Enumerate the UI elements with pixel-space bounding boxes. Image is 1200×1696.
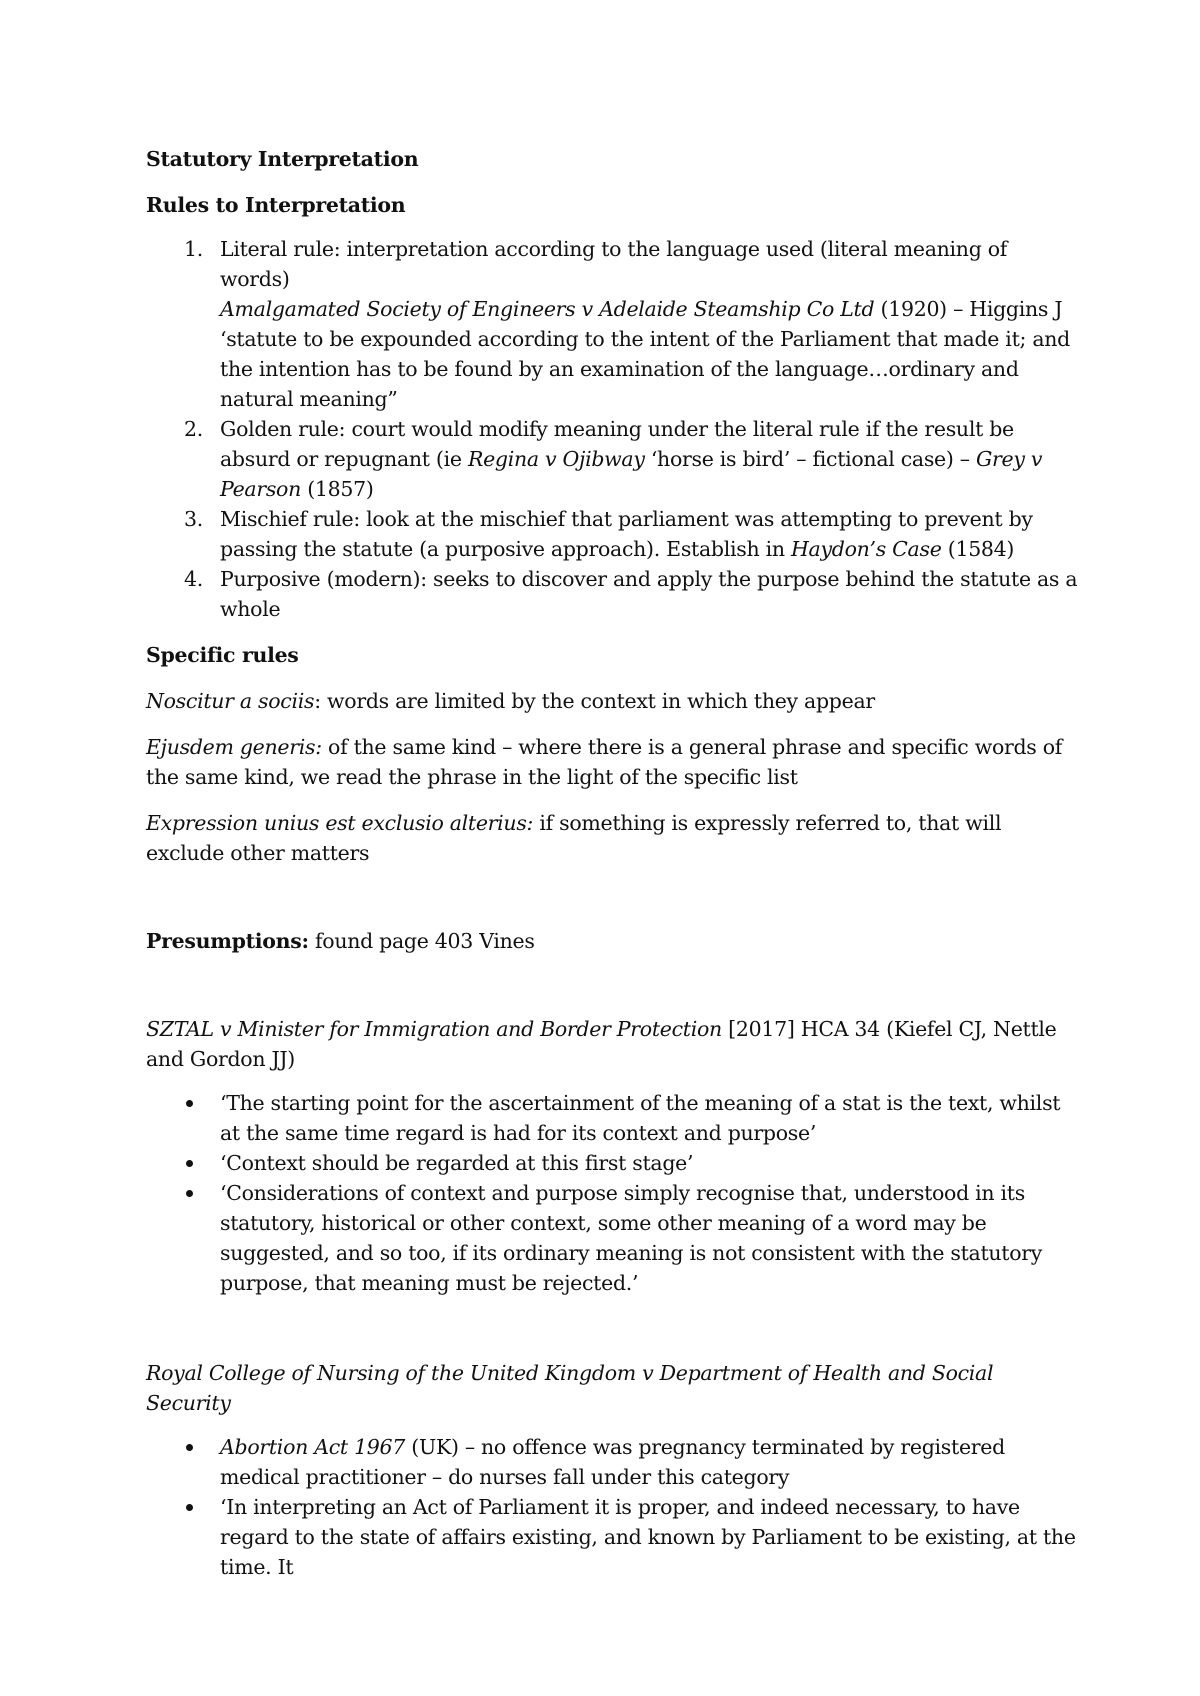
specific-rule	[146, 732, 1080, 792]
case-name: Haydon’s Case	[790, 537, 942, 561]
list-number: 3.	[184, 507, 203, 531]
list-item	[146, 234, 1080, 414]
rule-term: Expression unius est exclusio alterius:	[146, 811, 534, 835]
case-name: Grey v Pearson	[220, 447, 1043, 501]
rule-text: (1857)	[301, 477, 374, 501]
list-item	[146, 1432, 1080, 1492]
list-number: 1.	[184, 237, 203, 261]
rule-text: Golden rule: court would modify meaning under the literal rule if the result be absurd or repugnant (ie	[220, 417, 1014, 471]
specific-rule	[146, 808, 1080, 868]
case-heading	[146, 1358, 1080, 1418]
specific-rule	[146, 686, 1080, 716]
case-name: SZTAL v Minister for Immigration and Border Protection	[146, 1017, 722, 1041]
list-item	[146, 1088, 1080, 1148]
case-heading	[146, 1014, 1080, 1074]
case-name: Royal College of Nursing of the United Kingdom v Department of Health and Social Security	[146, 1361, 994, 1415]
rule-text: Purposive (modern): seeks to discover and apply the purpose behind the statute as a whole	[220, 567, 1078, 621]
rule-term-sep: :	[314, 689, 321, 713]
list-item	[146, 504, 1080, 564]
bullet-text: ‘Context should be regarded at this first stage’	[220, 1151, 694, 1175]
presumptions-text: found page 403 Vines	[308, 929, 535, 953]
case-name: Regina v Ojibway	[467, 447, 645, 471]
bullet-icon	[186, 1190, 193, 1197]
case-citation: [2017] HCA 34 (Kiefel CJ, Nettle and Gordon JJ)	[146, 1017, 1057, 1071]
presumptions-label: Presumptions:	[146, 929, 309, 953]
bullet-icon	[186, 1160, 193, 1167]
rule-text: (1584)	[941, 537, 1015, 561]
case-bullets	[146, 1432, 1080, 1582]
rule-term: Ejusdem generis:	[146, 735, 322, 759]
bullet-text: ‘In interpreting an Act of Parliament it is proper, and indeed necessary, to have regard to the state of affairs existing, and known by Parliament to be existing, at the time. It	[220, 1495, 1076, 1579]
document-title: Statutory Interpretation	[146, 147, 419, 171]
list-number: 4.	[184, 567, 203, 591]
rule-text: Literal rule: interpretation according to the language used (literal meaning of words)	[220, 237, 1008, 291]
list-item	[146, 1492, 1080, 1582]
rules-list	[146, 234, 1080, 624]
bullet-icon	[186, 1504, 193, 1511]
case-name: Amalgamated Society of Engineers v Adelaide Steamship Co Ltd	[220, 297, 875, 321]
specific-rules-heading: Specific rules	[146, 643, 299, 667]
rule-desc: of the same kind – where there is a general phrase and specific words of the same kind, we read the phrase in the light of the specific list	[146, 735, 1063, 789]
presumptions-line	[146, 926, 1080, 956]
list-item	[146, 564, 1080, 624]
list-item	[146, 414, 1080, 504]
case-bullets	[146, 1088, 1080, 1298]
act-name: Abortion Act 1967	[220, 1435, 406, 1459]
bullet-icon	[186, 1444, 193, 1451]
case-detail: (1920) – Higgins J ‘statute to be expounded according to the intent of the Parliament that made it; and the intention has to be found by an examination of the language…ordinary and natural meaning”	[220, 297, 1070, 411]
list-number: 2.	[184, 417, 203, 441]
bullet-text: (UK) – no offence was pregnancy terminated by registered medical practitioner – do nurses fall under this category	[220, 1435, 1005, 1489]
list-item	[146, 1148, 1080, 1178]
bullet-text: ‘The starting point for the ascertainment of the meaning of a stat is the text, whilst at the same time regard is had for its context and purpose’	[220, 1091, 1061, 1145]
bullet-text: ‘Considerations of context and purpose simply recognise that, understood in its statutory, historical or other context, some other meaning of a word may be suggested, and so too, if its ordinary meaning is not consistent with the statutory purpose, that meaning must be rejected.’	[220, 1181, 1043, 1295]
rule-text: ‘horse is bird’ – fictional case) –	[644, 447, 976, 471]
list-item	[146, 1178, 1080, 1298]
rules-heading: Rules to Interpretation	[146, 193, 406, 217]
bullet-icon	[186, 1100, 193, 1107]
rule-desc: if something is expressly referred to, that will exclude other matters	[146, 811, 1002, 865]
rule-desc: words are limited by the context in which they appear	[320, 689, 875, 713]
rule-term: Noscitur a sociis	[146, 689, 315, 713]
rule-text: Mischief rule: look at the mischief that parliament was attempting to prevent by passing the statute (a purposive approach). Establish in	[220, 507, 1033, 561]
